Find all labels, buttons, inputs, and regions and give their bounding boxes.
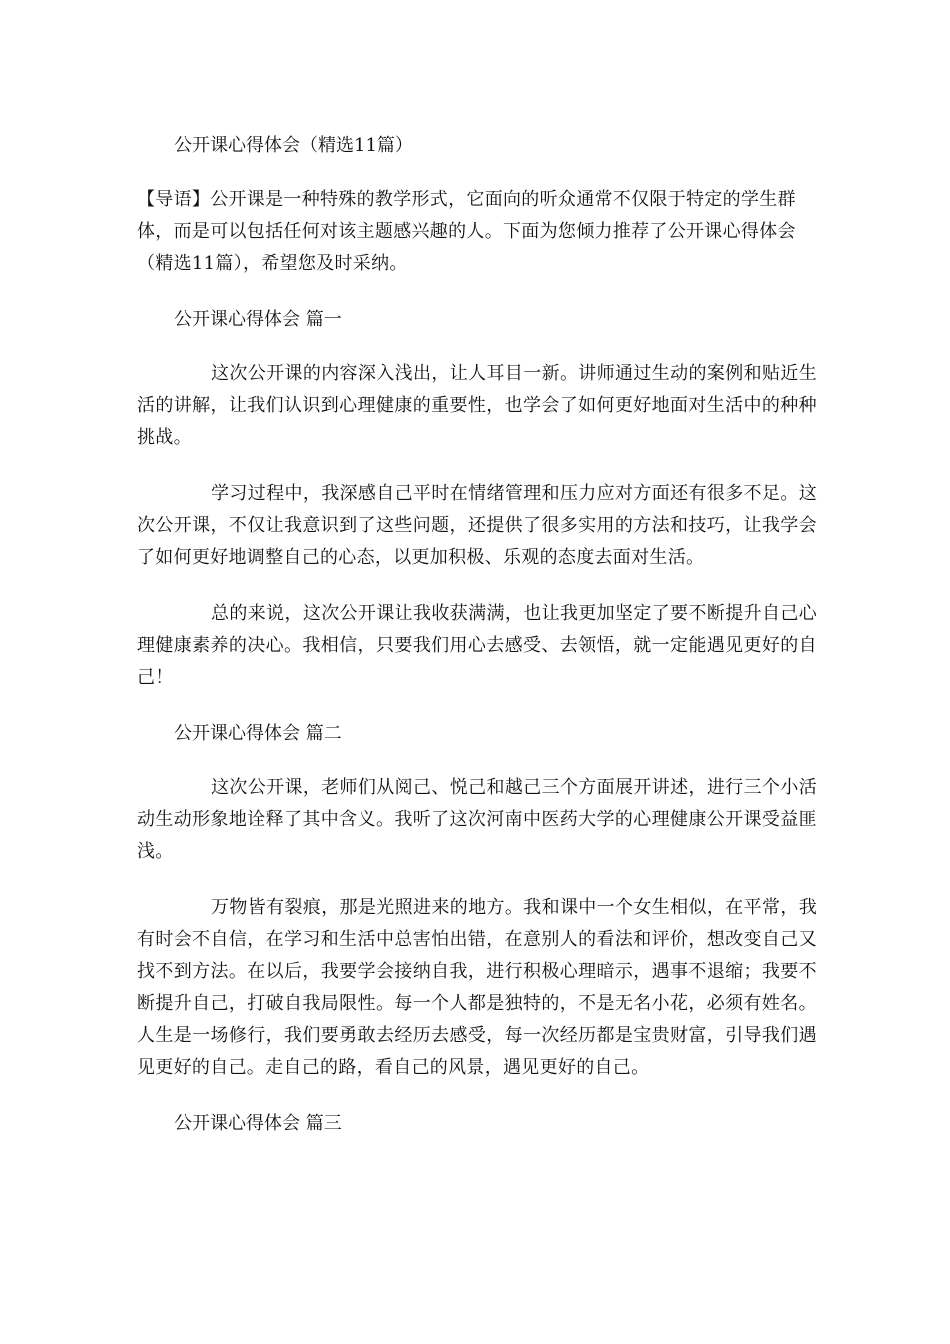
- paragraph: 这次公开课的内容深入浅出，让人耳目一新。讲师通过生动的案例和贴近生活的讲解，让我们认识到心理健康的重要性，也学会了如何更好地面对生活中的种种挑战。: [137, 363, 817, 448]
- paragraph: 万物皆有裂痕，那是光照进来的地方。我和课中一个女生相似，在平常，我有时会不自信，在学习和生活中总害怕出错，在意别人的看法和评价，想改变自己又找不到方法。在以后，我要学会接纳自我，进行积极心理暗示，遇事不退缩；我要不断提升自己，打破自我局限性。每一个人都是独特的，不是无名小花，必须有姓名。人生是一场修行，我们要勇敢去经历去感受，每一次经历都是宝贵财富，引导我们遇见更好的自己。走自己的路，看自己的风景，遇见更好的自己。: [137, 897, 817, 1078]
- section-heading-2: 公开课心得体会 篇二: [174, 723, 342, 744]
- intro-paragraph: 【导语】公开课是一种特殊的教学形式，它面向的听众通常不仅限于特定的学生群体，而是可以包括任何对该主题感兴趣的人。下面为您倾力推荐了公开课心得体会（精选11篇），希望您及时采纳。: [137, 189, 796, 274]
- document-body: [137, 130, 817, 1162]
- paragraph: 总的来说，这次公开课让我收获满满，也让我更加坚定了要不断提升自己心理健康素养的决心。我相信，只要我们用心去感受、去领悟，就一定能遇见更好的自己！: [137, 603, 817, 688]
- paragraph: 学习过程中，我深感自己平时在情绪管理和压力应对方面还有很多不足。这次公开课，不仅让我意识到了这些问题，还提供了很多实用的方法和技巧，让我学会了如何更好地调整自己的心态，以更加积极、乐观的态度去面对生活。: [137, 483, 817, 568]
- section-heading-3: 公开课心得体会 篇三: [174, 1113, 342, 1134]
- section-heading-1: 公开课心得体会 篇一: [174, 309, 342, 330]
- paragraph: 这次公开课，老师们从阅己、悦己和越己三个方面展开讲述，进行三个小活动生动形象地诠释了其中含义。我听了这次河南中医药大学的心理健康公开课受益匪浅。: [137, 777, 817, 862]
- document-title: 公开课心得体会（精选11篇）: [174, 135, 413, 156]
